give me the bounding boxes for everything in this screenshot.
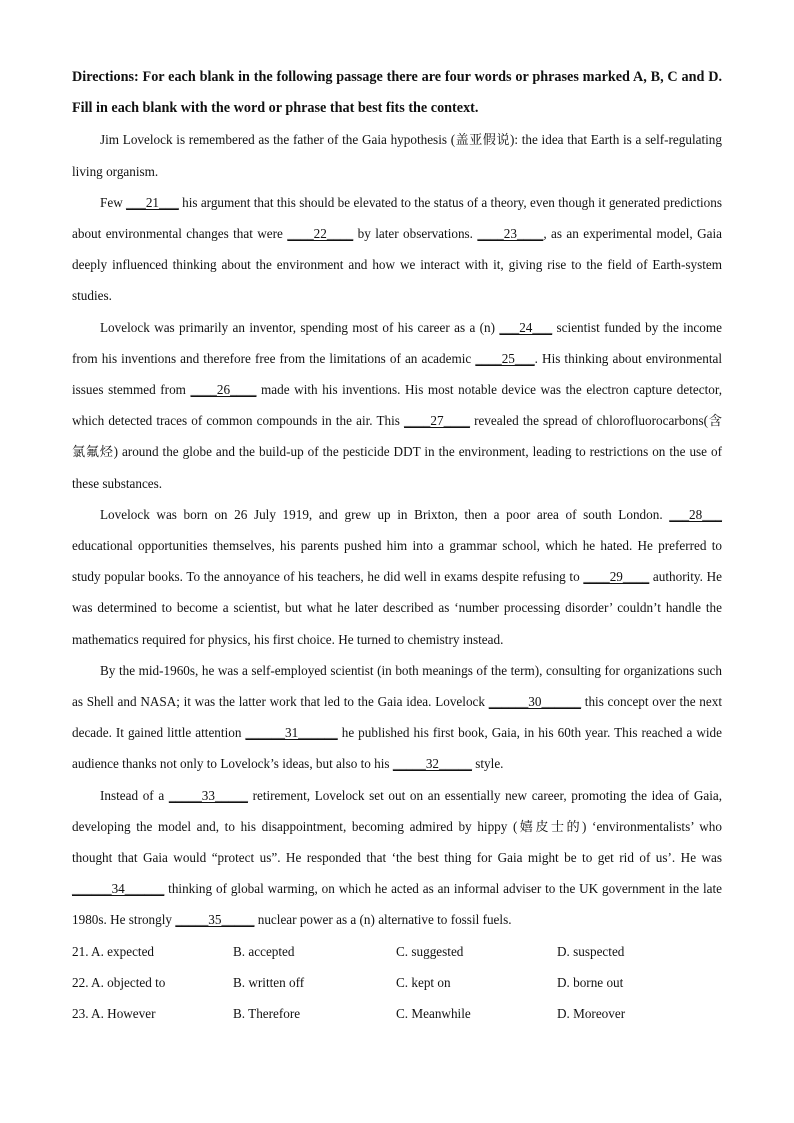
passage-paragraph bbox=[72, 780, 722, 936]
passage-text: this concept over the next decade. It gained little attention bbox=[72, 694, 722, 741]
answer-option[interactable]: C. suggested bbox=[396, 943, 464, 959]
passage-text: his argument that this should be elevated to the status of a theory, even though it generated predictions about environmental changes that were bbox=[72, 194, 723, 242]
answer-option[interactable]: D. borne out bbox=[557, 974, 624, 990]
cloze-passage bbox=[72, 124, 722, 935]
passage-text: , as an experimental model, Gaia deeply influenced thinking about the environment and how we interact with it, giving rise to the field of Earth-system studies. bbox=[72, 226, 722, 304]
answer-blank[interactable]: ___24___ bbox=[499, 319, 553, 335]
passage-text: style. bbox=[471, 756, 504, 772]
passage-text: nuclear power as a (n) alternative to fossil fuels. bbox=[254, 912, 512, 928]
answer-blank[interactable]: _____35_____ bbox=[175, 912, 255, 928]
passage-text: made with his inventions. His most notable device was the electron capture detector, which detected traces of common compounds in the air. This bbox=[72, 382, 722, 429]
passage-paragraph bbox=[72, 124, 722, 186]
passage-text: . His thinking about environmental issues stemmed from bbox=[72, 350, 723, 398]
passage-text: thinking of global warming, on which he acted as an informal adviser to the UK government in the late 1980s. He strongly bbox=[72, 881, 722, 928]
passage-text: authority. He was determined to become a scientist, but what he later described as ‘number processing disorder’ couldn’t handle the mathematics required for physics, his first choice. He turned to chemistry instead. bbox=[72, 569, 722, 647]
answer-option[interactable]: B. Therefore bbox=[233, 1006, 301, 1022]
worksheet-page bbox=[72, 62, 722, 1029]
question-options-row bbox=[72, 998, 722, 1029]
passage-text: revealed the spread of chlorofluorocarbons(含氯氟烃) around the globe and the build-up of the pesticide DDT in the environment, leading to restrictions on the use of these substances. bbox=[72, 413, 722, 491]
answer-blank[interactable]: ___21___ bbox=[126, 194, 179, 210]
answer-option[interactable]: B. written off bbox=[233, 974, 305, 990]
answer-option[interactable]: 23. A. However bbox=[72, 1006, 156, 1022]
answer-blank[interactable]: _____32_____ bbox=[392, 756, 472, 772]
answer-option[interactable]: C. kept on bbox=[396, 974, 451, 990]
answer-option[interactable]: C. Meanwhile bbox=[396, 1006, 471, 1022]
passage-text: educational opportunities themselves, his parents pushed him into a grammar school, which he hated. He preferred to study popular books. To the annoyance of his teachers, he did well in exams despite refusing to bbox=[72, 538, 722, 585]
passage-text: scientist funded by the income from his inventions and therefore free from the limitations of an academic bbox=[72, 319, 722, 366]
question-options-row bbox=[72, 967, 722, 998]
answer-option[interactable]: 21. A. expected bbox=[72, 943, 155, 959]
answer-blank[interactable]: ______31______ bbox=[245, 725, 338, 741]
passage-text: Instead of a bbox=[100, 787, 169, 803]
answer-blank[interactable]: ______34______ bbox=[72, 881, 165, 897]
passage-text: retirement, Lovelock set out on an essentially new career, promoting the idea of Gaia, developing the model and, to his disappointment, becoming admired by hippy (嬉皮士的) ‘environmentalists’ who thought that Gaia would “protect us”. He responded that ‘the best thing for Gaia might be to get rid of us’. He was bbox=[72, 787, 723, 866]
answer-blank[interactable]: ____22____ bbox=[287, 226, 354, 242]
answer-blank[interactable]: ____27____ bbox=[404, 413, 470, 429]
passage-paragraph bbox=[72, 312, 722, 499]
passage-text: he published his first book, Gaia, in his 60th year. This reached a wide audience thanks not only to Lovelock’s ideas, but also to his bbox=[72, 725, 722, 772]
answer-option[interactable]: D. Moreover bbox=[557, 1006, 626, 1022]
answer-blank[interactable]: ____26____ bbox=[190, 382, 257, 398]
passage-paragraph bbox=[72, 187, 722, 312]
answer-blank[interactable]: ____25___ bbox=[475, 350, 535, 366]
answer-blank[interactable]: _____33_____ bbox=[168, 787, 248, 803]
answer-blank[interactable]: ___28___ bbox=[669, 506, 722, 522]
passage-paragraph bbox=[72, 499, 722, 655]
passage-text: Jim Lovelock is remembered as the father of the Gaia hypothesis (盖亚假说): the idea that Earth is a self-regulating living organism. bbox=[72, 132, 722, 179]
answer-options bbox=[72, 936, 722, 1030]
answer-blank[interactable]: ______30______ bbox=[488, 694, 582, 710]
passage-text: Lovelock was born on 26 July 1919, and grew up in Brixton, then a poor area of south London. bbox=[100, 506, 670, 522]
answer-option[interactable]: D. suspected bbox=[557, 943, 625, 959]
passage-paragraph bbox=[72, 655, 722, 780]
answer-blank[interactable]: ____23____ bbox=[477, 226, 544, 242]
passage-text: Few bbox=[100, 194, 127, 210]
answer-option[interactable]: B. accepted bbox=[233, 943, 295, 959]
question-options-row bbox=[72, 936, 722, 967]
answer-option[interactable]: 22. A. objected to bbox=[72, 974, 166, 990]
passage-text: By the mid-1960s, he was a self-employed scientist (in both meanings of the term), consulting for organizations such as Shell and NASA; it was the latter work that led to the Gaia idea. Lovelock bbox=[72, 662, 722, 710]
passage-text: by later observations. bbox=[353, 226, 478, 242]
passage-text: Lovelock was primarily an inventor, spending most of his career as a (n) bbox=[100, 319, 500, 335]
directions-heading: Directions: For each blank in the following passage there are four words or phrases marked A, B, C and D. Fill in each blank with the word or phrase that best fits the context. bbox=[72, 69, 722, 117]
answer-blank[interactable]: ____29____ bbox=[583, 569, 650, 585]
